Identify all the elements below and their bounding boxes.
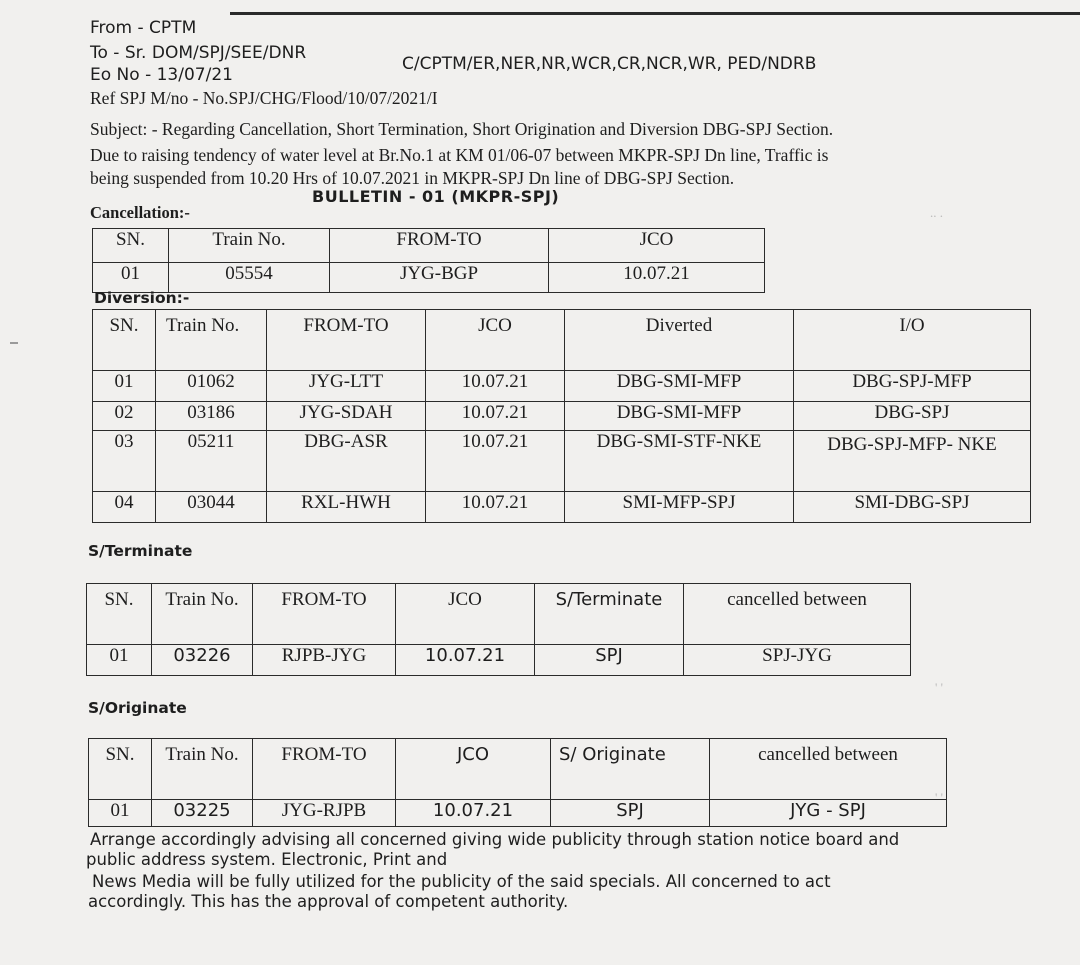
table-cell: DBG-SPJ-MFP	[794, 371, 1031, 402]
table-row	[93, 431, 1031, 492]
header-cell: FROM-TO	[267, 310, 426, 371]
table-cell: 01	[93, 263, 169, 293]
table-cell: 03044	[156, 492, 267, 523]
copy-to-line: C/CPTM/ER,NER,NR,WCR,CR,NCR,WR, PED/NDRB	[402, 54, 817, 74]
header-cell: S/Terminate	[535, 584, 684, 645]
table-cell: 10.07.21	[396, 800, 551, 827]
table-cell: JYG-SDAH	[267, 402, 426, 431]
table-cell: RJPB-JYG	[253, 645, 396, 676]
eo-no-line: Eo No - 13/07/21	[90, 65, 233, 85]
header-cell: SN.	[93, 229, 169, 263]
table-row	[89, 800, 947, 827]
header-cell: S/ Originate	[551, 739, 710, 800]
table-cell: 01	[93, 371, 156, 402]
table-cell: 02	[93, 402, 156, 431]
header-cell: FROM-TO	[330, 229, 549, 263]
table-cell: JYG-BGP	[330, 263, 549, 293]
table-cell: 03226	[152, 645, 253, 676]
header-cell: cancelled between	[684, 584, 911, 645]
table-cell: 01	[89, 800, 152, 827]
header-cell: JCO	[396, 584, 535, 645]
table-cell: 10.07.21	[396, 645, 535, 676]
diversion-label: Diversion:-	[94, 289, 190, 307]
table-cell: DBG-SMI-STF-NKE	[565, 431, 794, 492]
bulletin-title: BULLETIN - 01 (MKPR-SPJ)	[312, 187, 560, 206]
s-originate-table	[88, 738, 947, 827]
cancellation-label: Cancellation:-	[90, 203, 190, 222]
from-line: From - CPTM	[90, 18, 197, 38]
s-terminate-table	[86, 583, 911, 676]
header-cell: SN.	[87, 584, 152, 645]
table-cell: DBG-ASR	[267, 431, 426, 492]
table-cell: SPJ-JYG	[684, 645, 911, 676]
closing-line-4: accordingly. This has the approval of competent authority.	[88, 892, 569, 911]
top-rule	[230, 12, 1080, 15]
closing-line-2: public address system. Electronic, Print and	[86, 850, 448, 869]
table-cell: JYG-LTT	[267, 371, 426, 402]
table-row	[87, 645, 911, 676]
table-row	[87, 584, 911, 645]
ref-line: Ref SPJ M/no - No.SPJ/CHG/Flood/10/07/2021/I	[90, 88, 438, 108]
table-row	[93, 371, 1031, 402]
table-row	[93, 492, 1031, 523]
body-line-1: Due to raising tendency of water level at Br.No.1 at KM 01/06-07 between MKPR-SPJ Dn line, Traffic is	[90, 145, 829, 165]
table-cell: RXL-HWH	[267, 492, 426, 523]
header-cell: I/O	[794, 310, 1031, 371]
header-cell: JCO	[549, 229, 765, 263]
table-cell: DBG-SMI-MFP	[565, 371, 794, 402]
scan-mark: ' '	[935, 790, 943, 805]
table-cell: 03	[93, 431, 156, 492]
closing-line-1: Arrange accordingly advising all concerned giving wide publicity through station notice board and	[90, 830, 900, 849]
scan-mark	[10, 342, 18, 344]
header-cell: JCO	[396, 739, 551, 800]
table-cell: JYG - SPJ	[710, 800, 947, 827]
table-cell: SMI-MFP-SPJ	[565, 492, 794, 523]
header-cell: FROM-TO	[253, 739, 396, 800]
header-cell: FROM-TO	[253, 584, 396, 645]
s-originate-label: S/Originate	[88, 699, 187, 717]
table-cell: JYG-RJPB	[253, 800, 396, 827]
header-cell	[156, 310, 267, 371]
scan-mark: ' '	[935, 680, 943, 695]
table-cell: 05554	[169, 263, 330, 293]
body-line-2: being suspended from 10.20 Hrs of 10.07.2021 in MKPR-SPJ Dn line of DBG-SPJ Section.	[90, 168, 735, 188]
table-row	[89, 739, 947, 800]
header-cell: SN.	[89, 739, 152, 800]
header-cell: Diverted	[565, 310, 794, 371]
table-cell: 01062	[156, 371, 267, 402]
table-cell: 10.07.21	[426, 492, 565, 523]
table-row	[93, 402, 1031, 431]
train-header: Train No.	[166, 315, 240, 336]
table-cell: DBG-SMI-MFP	[565, 402, 794, 431]
table-cell: 01	[87, 645, 152, 676]
table-row	[93, 263, 765, 293]
table-cell: SMI-DBG-SPJ	[794, 492, 1031, 523]
table-cell: 10.07.21	[426, 431, 565, 492]
diversion-table	[92, 309, 1031, 523]
subject-line: Subject: - Regarding Cancellation, Short Termination, Short Origination and Diversion DBG-SPJ Section.	[90, 119, 834, 139]
table-row	[93, 229, 765, 263]
scan-mark: .. .	[930, 205, 943, 220]
table-row	[93, 310, 1031, 371]
table-cell: 03225	[152, 800, 253, 827]
table-cell: 10.07.21	[549, 263, 765, 293]
table-cell: SPJ	[535, 645, 684, 676]
header-cell: Train No.	[152, 584, 253, 645]
s-terminate-label: S/Terminate	[88, 542, 193, 560]
table-cell: DBG-SPJ	[794, 402, 1031, 431]
table-cell: 05211	[156, 431, 267, 492]
table-cell: 10.07.21	[426, 371, 565, 402]
header-cell: JCO	[426, 310, 565, 371]
table-cell: 10.07.21	[426, 402, 565, 431]
closing-line-3: News Media will be fully utilized for the publicity of the said specials. All concerned to act	[92, 872, 831, 891]
cancellation-table	[92, 228, 765, 293]
header-cell: SN.	[93, 310, 156, 371]
header-cell: Train No.	[152, 739, 253, 800]
header-cell: Train No.	[169, 229, 330, 263]
table-cell: DBG-SPJ-MFP- NKE	[794, 431, 1031, 492]
table-cell: SPJ	[551, 800, 710, 827]
header-cell: cancelled between	[710, 739, 947, 800]
to-line: To - Sr. DOM/SPJ/SEE/DNR	[90, 43, 307, 63]
table-cell: 03186	[156, 402, 267, 431]
table-cell: 04	[93, 492, 156, 523]
